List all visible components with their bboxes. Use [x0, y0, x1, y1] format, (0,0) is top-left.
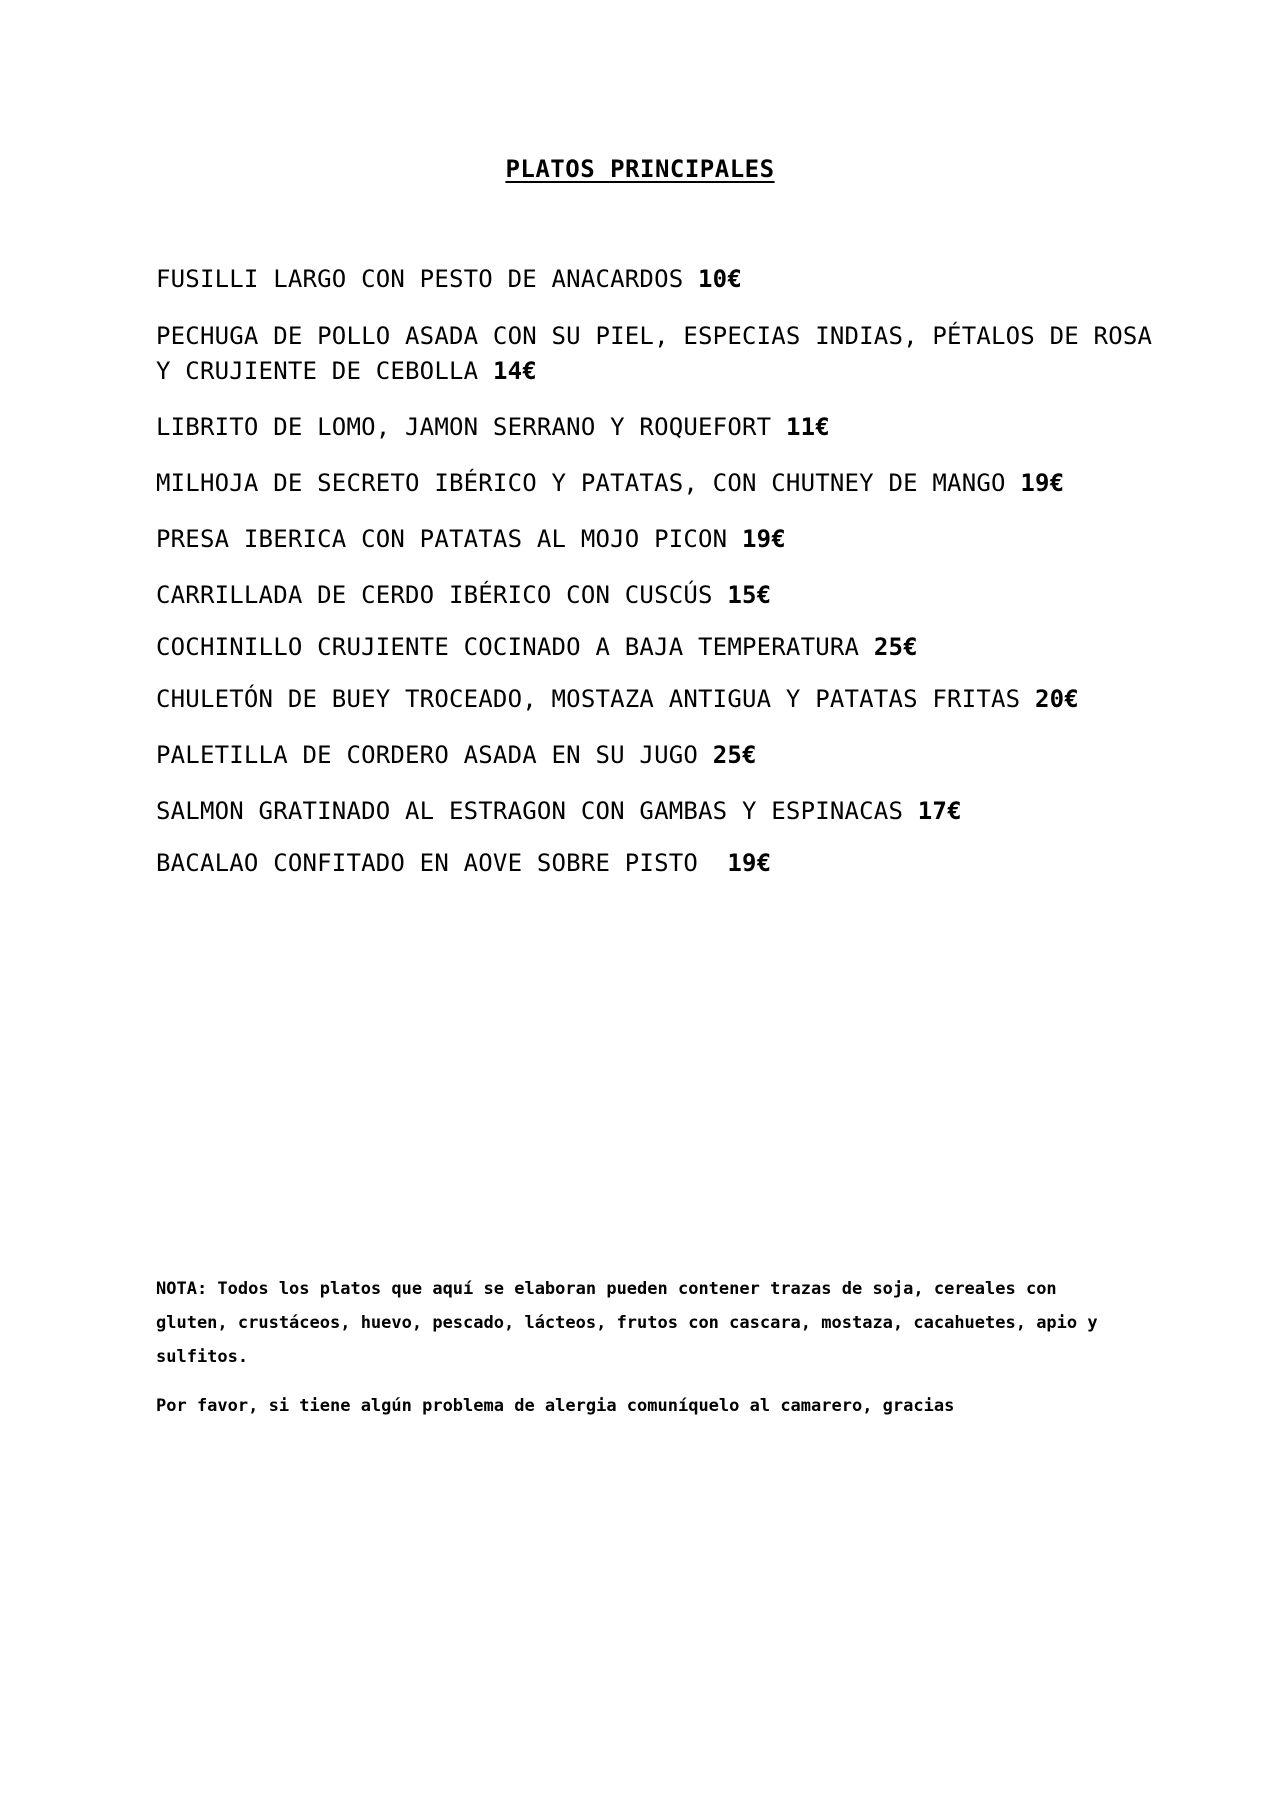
page-title: PLATOS PRINCIPALES [505, 155, 775, 183]
dish-item [156, 319, 1167, 389]
dish-price: 25€ [873, 633, 918, 661]
dish-price: 10€ [698, 265, 742, 293]
dish-name: PALETILLA DE CORDERO ASADA EN SU JUGO [156, 741, 699, 769]
dish-name: MILHOJA DE SECRETO IBÉRICO Y PATATAS, CON CHUTNEY DE MANGO [156, 469, 1006, 497]
dish-item [156, 578, 1156, 613]
dish-item [156, 682, 1156, 717]
dish-price: 15€ [727, 581, 772, 609]
dish-name: PRESA IBERICA CON PATATAS AL MOJO PICON [156, 525, 728, 553]
dish-name: CARRILLADA DE CERDO IBÉRICO CON CUSCÚS [156, 581, 713, 609]
dish-price: 19€ [1020, 469, 1065, 497]
dish-name: PECHUGA DE POLLO ASADA CON SU PIEL, ESPECIAS INDIAS, PÉTALOS DE ROSA Y CRUJIENTE DE CEBOLLA [156, 322, 1167, 385]
dish-item [156, 410, 1156, 445]
dish-item [156, 630, 1156, 665]
allergy-notice: Por favor, si tiene algún problema de alergia comuníquelo al camarero, gracias [156, 1396, 955, 1416]
dish-item [156, 262, 1156, 297]
dish-name: FUSILLI LARGO CON PESTO DE ANACARDOS [156, 265, 684, 293]
dish-price: 14€ [492, 357, 537, 385]
dish-item [156, 794, 1156, 829]
dish-name: SALMON GRATINADO AL ESTRAGON CON GAMBAS Y ESPINACAS [156, 797, 904, 825]
dish-name: LIBRITO DE LOMO, JAMON SERRANO Y ROQUEFORT [156, 413, 772, 441]
dish-name: BACALAO CONFITADO EN AOVE SOBRE PISTO [156, 849, 713, 877]
dish-list [156, 262, 1167, 881]
dish-name: COCHINILLO CRUJIENTE COCINADO A BAJA TEMPERATURA [156, 633, 860, 661]
dish-item [156, 466, 1156, 501]
dish-price: 19€ [741, 525, 786, 553]
dish-item [156, 522, 1156, 557]
dish-name: CHULETÓN DE BUEY TROCEADO, MOSTAZA ANTIGUA Y PATATAS FRITAS [156, 685, 1021, 713]
dish-price: 11€ [785, 413, 830, 441]
dish-item [156, 738, 1156, 773]
allergen-note: NOTA: Todos los platos que aquí se elaboran pueden contener trazas de soja, cereales con gluten, crustáceos, huevo, pescado, lácteos, frutos con cascara, mostaza, cacahuetes, apio y sulfitos. [156, 1279, 1098, 1367]
dish-price: 19€ [727, 849, 772, 877]
dish-item [156, 846, 1156, 881]
dish-price: 17€ [917, 797, 962, 825]
dish-price: 20€ [1034, 685, 1079, 713]
dish-price: 25€ [712, 741, 757, 769]
